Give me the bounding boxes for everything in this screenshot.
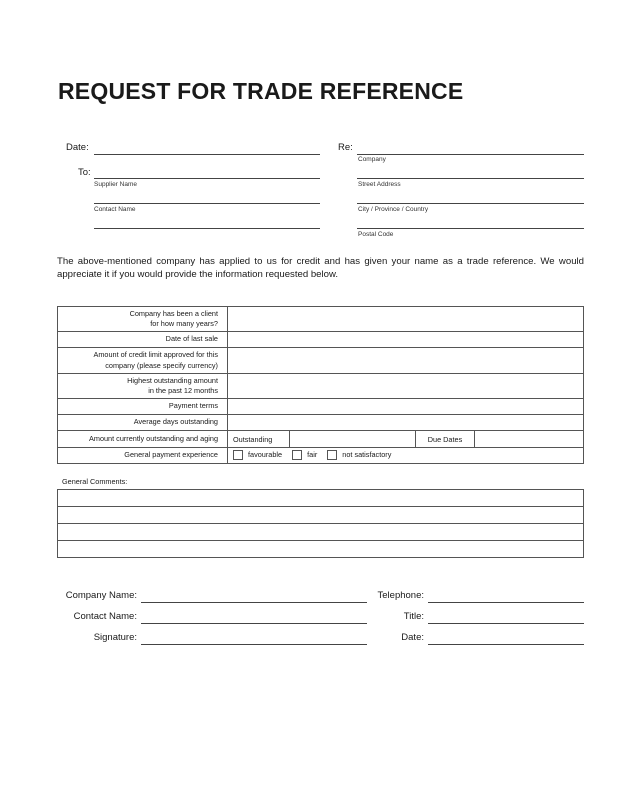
row-label-payment-experience: General payment experience [58,448,228,464]
general-comments-box [57,489,584,558]
row-label-last-sale: Date of last sale [58,332,228,348]
option-not-satisfactory[interactable] [327,450,391,460]
row-label-amount-outstanding: Amount currently outstanding and aging [58,431,228,448]
company-name-label: Company Name: [65,590,137,601]
table-row [58,374,584,399]
answer-payment-terms[interactable] [228,399,584,415]
option-not-satisfactory-label: not satisfactory [342,450,392,459]
company-caption: Company [358,156,386,163]
title-label: Title: [403,611,424,622]
date-field[interactable] [94,154,320,155]
contact-name-footer-field[interactable] [141,623,367,624]
table-row [58,307,584,332]
street-address-field[interactable] [357,178,584,179]
comment-line[interactable] [58,490,584,507]
supplier-name-field[interactable] [94,178,320,179]
re-label: Re: [338,142,353,153]
checkbox-not-satisfactory[interactable] [327,450,337,460]
option-fair[interactable] [292,450,317,460]
checkbox-fair[interactable] [292,450,302,460]
due-dates-input[interactable] [475,431,583,447]
answer-credit-limit[interactable] [228,348,584,374]
table-row [58,348,584,374]
to-label: To: [78,167,91,178]
footer-date-field[interactable] [428,644,584,645]
contact-name-label: Contact Name: [73,611,137,622]
table-row [58,415,584,431]
answer-years-client[interactable] [228,307,584,332]
row-label-payment-terms: Payment terms [58,399,228,415]
reference-table [57,306,584,464]
row-label-years-client: Company has been a client for how many years? [58,307,228,332]
due-dates-label: Due Dates [416,431,475,447]
company-field[interactable] [357,154,584,155]
row-label-average-days: Average days outstanding [58,415,228,431]
answer-last-sale[interactable] [228,332,584,348]
answer-average-days[interactable] [228,415,584,431]
table-row [58,332,584,348]
outstanding-label: Outstanding [228,431,290,447]
option-fair-label: fair [307,450,318,459]
general-comments-label: General Comments: [62,477,128,486]
page-title: REQUEST FOR TRADE REFERENCE [58,78,464,104]
contact-name-caption: Contact Name [94,206,136,213]
telephone-field[interactable] [428,602,584,603]
street-address-caption: Street Address [358,181,401,188]
table-row [58,399,584,415]
payment-experience-options [228,448,584,464]
telephone-label: Telephone: [377,590,424,601]
city-field[interactable] [357,203,584,204]
option-favourable-label: favourable [248,450,283,459]
comment-line[interactable] [58,541,584,558]
contact-name-field[interactable] [94,203,320,204]
checkbox-favourable[interactable] [233,450,243,460]
postal-code-caption: Postal Code [358,231,394,238]
outstanding-aging-cell [228,431,584,448]
supplier-name-caption: Supplier Name [94,181,137,188]
comment-line[interactable] [58,524,584,541]
table-row [58,448,584,464]
intro-paragraph: The above-mentioned company has applied to us for credit and has given your name as a trade reference. We would appreciate it if you would provide the information requested below. [57,256,584,280]
option-favourable[interactable] [233,450,282,460]
title-field[interactable] [428,623,584,624]
postal-code-field[interactable] [357,228,584,229]
city-caption: City / Province / Country [358,206,429,213]
row-label-credit-limit: Amount of credit limit approved for this company (please specify currency) [58,348,228,374]
table-row [58,431,584,448]
footer-date-label: Date: [401,632,424,643]
to-extra-field[interactable] [94,228,320,229]
date-label: Date: [66,142,89,153]
outstanding-input[interactable] [290,431,416,447]
row-label-highest-outstanding: Highest outstanding amount in the past 12 months [58,374,228,399]
signature-field[interactable] [141,644,367,645]
comment-line[interactable] [58,507,584,524]
answer-highest-outstanding[interactable] [228,374,584,399]
signature-label: Signature: [93,632,137,643]
company-name-field[interactable] [141,602,367,603]
